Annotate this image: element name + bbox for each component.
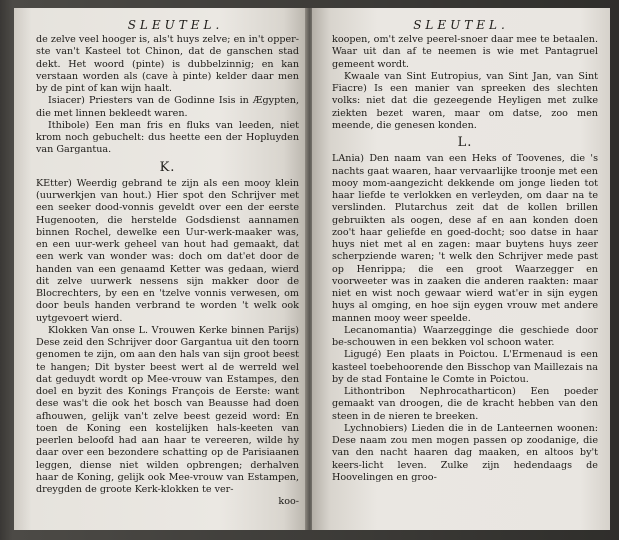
right-paragraph: Lychnobiers) Lieden die in de Lanteernen woonen: Dese naam zou men mogen passen op zoodanige, die van den nacht haaren dag maaken, en altoos by't keers-licht leven. Zulke zijn hedendaags de Hoovelingen en groo- [332, 422, 598, 483]
right-paragraph: LAnia) Den naam van een Heks of Toovenes, die 's nachts gaat waaren, haar vervaarlijke troonje met een mooy mom-aangezicht dekkende om jonge lieden tot haar liefde te verlokken en verleyden, om daar na te verslinden. Plutarchus zeit dat de kollen brillen gebruikten als oogen, dese af en aan konden doen zoo't haar geliefde en goed-docht; soo datse in haar huys niet met al en zagen: maar buytens huys zeer scherpziende waren; 't welk den Schrijver mede past op Henrippa; die een groot Waarzegger en voorweeter was in zaaken die anderen raakten: maar niet en wist noch gewaar wierd wat'er in sijn eygen huys al omging, en hoe sijn eygen vrouw met andere mannen mooy weer speelde. [332, 153, 598, 324]
right-paragraph: Lecanomantia) Waarzegginge die geschiede door be-schouwen in een bekken vol schoon water. [332, 324, 598, 348]
left-page-text [36, 34, 299, 509]
left-running-head: SLEUTEL. [127, 18, 224, 32]
left-paragraph: Klokken Van onse L. Vrouwen Kerke binnen Parijs) Dese zeid den Schrijver door Gargantua uit den toorn genomen te zijn, om aan den hals van sijn groot beest te hangen; Dit byster beest wert al de werreld wel dat geduydt wordt op Mee-vrouw van Estampes, den doel en byzit des Konings François de Eerste: want dese was't die ook het bosch van Beausse had doen afhouwen, gelijk van't zelve beest gezeid word: En toen de Koning een kostelijken hals-keeten van peerlen beloofd had aan haar te vereeren, wilde hy daar over een bezondere schatting op de Parisiaanen leggen, diense niet wilden opbrengen; derhalven haar de Koning, gelijk ook Mee-vrouw van Estampen, dreygden de groote Kerk-klokken te ver- [36, 324, 299, 495]
left-catchword: koo- [278, 496, 299, 508]
right-paragraph: koopen, om't zelve peerel-snoer daar mee te betaalen. Waar uit dan af te neemen is wie met Pantagruel gemeent wordt. [332, 34, 598, 70]
left-page [14, 8, 307, 530]
left-paragraph: de zelve veel hooger is, als't huys zelve; en in't opper-ste van't Kasteel tot Chinon, dat de ganschen stad dekt. Het woord (pinte) is dubbelzinnig; en kan verstaan worden als (cave à pinte) kelder daar men by de pint of kan wijn haalt. [36, 34, 299, 94]
right-paragraph: Kwaale van Sint Eutropius, van Sint Jan, van Sint Fiacre) Is een manier van spreeken des slechten volks: niet dat die gezeegende Heyligen met zulke ziekten bezet waren, maar om datse, zoo men meende, die genesen konden. [332, 70, 598, 131]
right-paragraph: Lithontribon Nephrocatharticon) Een poeder gemaakt van droogen, die de kracht hebben van den steen in de nieren te breeken. [332, 386, 598, 422]
left-paragraph: Ithibole) Een man fris en fluks van leeden, niet krom noch gebuchelt: dus heette een der Hopluyden van Gargantua. [36, 119, 299, 156]
left-paragraph: Isiacer) Priesters van de Godinne Isis in Ægypten, die met linnen bekleedt waren. [36, 95, 299, 119]
left-section-letter: K. [159, 159, 176, 175]
right-page [312, 8, 610, 530]
right-page-text [332, 34, 598, 484]
right-paragraph: Ligugé) Een plaats in Poictou. L'Ermenaud is een kasteel toebehoorende den Bisschop van Maillezais na by de stad Fontaine le Comte in Poictou. [332, 349, 598, 385]
right-section-letter: L. [457, 135, 473, 150]
left-paragraph: KEtter) Weerdig gebrand te zijn als een mooy klein (uurwerkjen van hout.) Hier spot den Schrijver met een seeker dood-vonnis geveldt over een der eerste Hugenooten, die herstelde Godsdienst aannamen binnen Rochel, dewelke een Uur-werk-maaker was, en een uur-werk geheel van hout had gemaakt, dat een werk van wonder was: doch om dat'et door de handen van een genaamd Ketter was gedaan, wierd dit zelve uurwerk nessens sijn makker door de Blocrechters, by een en 'tzelve vonnis verwesen, om door beuls handen verbrand te worden 't welk ook uytgevoert wierd. [36, 177, 299, 324]
right-running-head: SLEUTEL. [413, 18, 509, 32]
